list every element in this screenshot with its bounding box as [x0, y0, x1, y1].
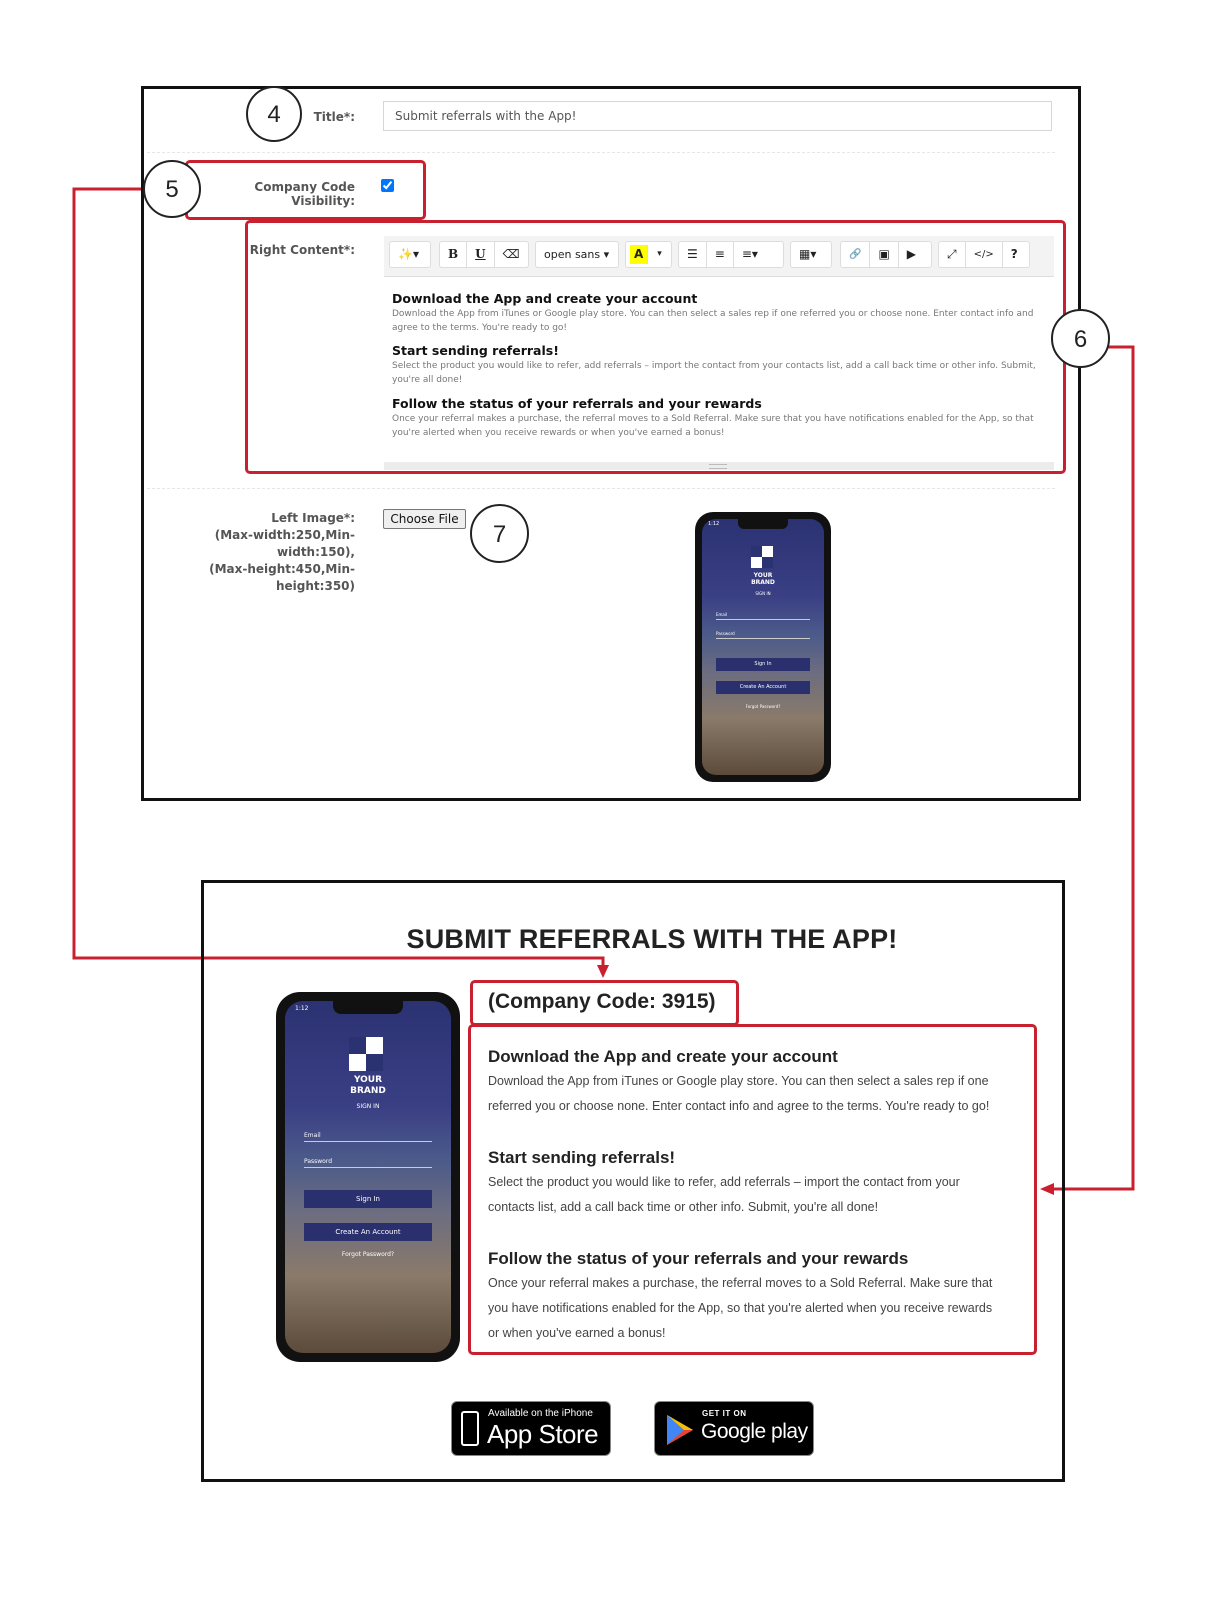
brand-name [285, 1075, 451, 1097]
insert-group [840, 241, 932, 268]
image-icon[interactable]: ▣ [870, 242, 898, 267]
callout-5: 5 [143, 160, 201, 218]
phone-screen [702, 519, 824, 775]
preview-section-text [488, 1170, 1028, 1220]
phone-forgot-password: Forgot Password? [745, 704, 781, 709]
brand-logo-icon [349, 1037, 383, 1071]
app-store-big-text: App Store [487, 1419, 599, 1449]
preview-title: SUBMIT REFERRALS WITH THE APP! [406, 924, 898, 954]
preview-section [488, 1047, 1028, 1119]
style-group [389, 241, 431, 268]
text-line: contacts list, add a call back time or other info. Submit, you're all done! [488, 1200, 879, 1214]
right-content-label: Right Content*: [249, 243, 355, 257]
email-field: Email [304, 1132, 321, 1139]
editor-toolbar [384, 236, 1054, 277]
color-caret-icon[interactable]: ▾ [657, 249, 662, 259]
text-line: Download the App from iTunes or Google play store. You can then select a sales rep if one [488, 1074, 989, 1088]
divider [147, 152, 1055, 153]
password-underline [716, 638, 810, 639]
phone-sign-in-button: Sign In [716, 658, 810, 671]
preview-section-text [488, 1271, 1028, 1346]
email-field: Email [716, 612, 728, 617]
company-code-visibility-checkbox[interactable] [381, 179, 394, 192]
format-group [439, 241, 529, 268]
table-group [790, 241, 832, 268]
brand-line: BRAND [751, 579, 775, 586]
company-code-visibility-label: Company Code Visibility: [254, 180, 355, 208]
brand-line: BRAND [350, 1086, 386, 1096]
email-underline [304, 1141, 432, 1142]
help-icon[interactable]: ? [1010, 247, 1018, 261]
google-play-small-text: GET IT ON [702, 1409, 747, 1418]
callout-4: 4 [246, 86, 302, 142]
text-line: referred you or choose none. Enter contact info and agree to the terms. You're ready to go! [488, 1099, 990, 1113]
view-group [938, 241, 1030, 268]
google-play-icon [665, 1414, 695, 1446]
left-image-height-hint: (Max-height:450,Min-height:350) [209, 562, 355, 593]
editor-paragraph: Download the App from iTunes or Google play store. You can then select a sales rep if one referred you or choose none. Enter contact info and agree to the terms. You're ready to go! [392, 309, 1034, 333]
font-family-dropdown[interactable]: open sans ▾ [544, 248, 610, 261]
editor-content-area[interactable] [384, 277, 1054, 463]
preview-section-heading: Start sending referrals! [488, 1148, 676, 1167]
grip-icon [709, 464, 727, 469]
iphone-icon [461, 1411, 479, 1446]
text-color-button[interactable]: A [630, 245, 648, 264]
color-group [625, 241, 672, 268]
editor-resize-handle[interactable] [384, 462, 1054, 470]
phone-forgot-password: Forgot Password? [341, 1251, 395, 1258]
callout-7: 7 [470, 504, 529, 563]
phone-create-account-button: Create An Account [304, 1223, 432, 1241]
google-play-big-text: Google play [701, 1420, 808, 1443]
phone-create-account-button: Create An Account [716, 681, 810, 694]
preview-section-text [488, 1069, 1028, 1119]
sign-in-header: SIGN IN [356, 1103, 380, 1110]
text-line: Select the product you would like to refer, add referrals – import the contact from your [488, 1175, 960, 1189]
left-image-width-hint: (Max-width:250,Min-width:150), [214, 528, 355, 559]
brand-logo-icon [751, 546, 773, 568]
preview-section [488, 1249, 1028, 1346]
phone-sign-in-button: Sign In [304, 1190, 432, 1208]
brand-line: YOUR [353, 1075, 383, 1085]
google-play-badge[interactable] [654, 1401, 814, 1456]
preview-section [488, 1148, 1028, 1220]
phone-time: 1:12 [295, 1005, 309, 1012]
app-store-small-text: Available on the iPhone [488, 1408, 593, 1419]
ordered-list-icon[interactable]: ≡ [707, 242, 734, 267]
left-image-label-block [140, 510, 355, 595]
brand-line: YOUR [753, 572, 773, 579]
editor-paragraph: Once your referral makes a purchase, the referral moves to a Sold Referral. Make sure that you have notifications enabled for the App, so that you're alerted when you receive rewards or when you've earned a bonus! [392, 414, 1034, 438]
password-field: Password [716, 631, 735, 636]
title-label: Title*: [313, 110, 355, 124]
title-input[interactable]: Submit referrals with the App! [383, 101, 1052, 131]
table-icon[interactable]: ▦▾ [799, 247, 817, 261]
text-line: Once your referral makes a purchase, the referral moves to a Sold Referral. Make sure that [488, 1276, 993, 1290]
editor-paragraph: Select the product you would like to refer, add referrals – import the contact from your contacts list, add a call back time or other info. Submit, you're all done! [392, 361, 1036, 385]
preview-phone-image [276, 992, 460, 1362]
password-field: Password [304, 1158, 333, 1165]
align-dropdown-icon[interactable]: ≡▾ [741, 247, 758, 261]
fullscreen-icon[interactable]: ⤢ [939, 242, 966, 267]
eraser-icon[interactable]: ⌫ [502, 247, 520, 261]
editor-heading: Download the App and create your account [392, 291, 698, 306]
preview-section-heading: Follow the status of your referrals and your rewards [488, 1249, 909, 1268]
video-icon[interactable]: ▶ [906, 247, 917, 261]
editor-heading: Follow the status of your referrals and your rewards [392, 396, 762, 411]
left-image-preview [695, 512, 831, 782]
bold-button[interactable]: B [440, 242, 467, 267]
paragraph-group [678, 241, 784, 268]
app-store-badge[interactable] [451, 1401, 611, 1456]
code-view-icon[interactable]: </> [966, 242, 1003, 267]
editor-heading: Start sending referrals! [392, 343, 559, 358]
text-line: you have notifications enabled for the App, so that you're alerted when you receive rewards [488, 1301, 993, 1315]
password-underline [304, 1167, 432, 1168]
sign-in-header: SIGN IN [755, 591, 771, 596]
phone-time: 1:12 [708, 521, 720, 527]
font-group [535, 241, 619, 268]
unordered-list-icon[interactable]: ☰ [679, 242, 707, 267]
divider [147, 488, 1055, 489]
link-icon[interactable]: 🔗 [841, 242, 870, 267]
company-code-text: (Company Code: 3915) [488, 990, 716, 1013]
email-underline [716, 619, 810, 620]
text-line: or when you've earned a bonus! [488, 1326, 666, 1340]
preview-section-heading: Download the App and create your account [488, 1047, 838, 1066]
phone-screen [285, 1001, 451, 1353]
callout-6: 6 [1051, 309, 1110, 368]
magic-wand-icon[interactable]: ✨▾ [398, 247, 419, 261]
left-image-label: Left Image*: [271, 511, 355, 525]
choose-file-button[interactable]: Choose File [383, 509, 466, 529]
brand-name [702, 572, 824, 586]
underline-button[interactable]: U [467, 242, 494, 267]
